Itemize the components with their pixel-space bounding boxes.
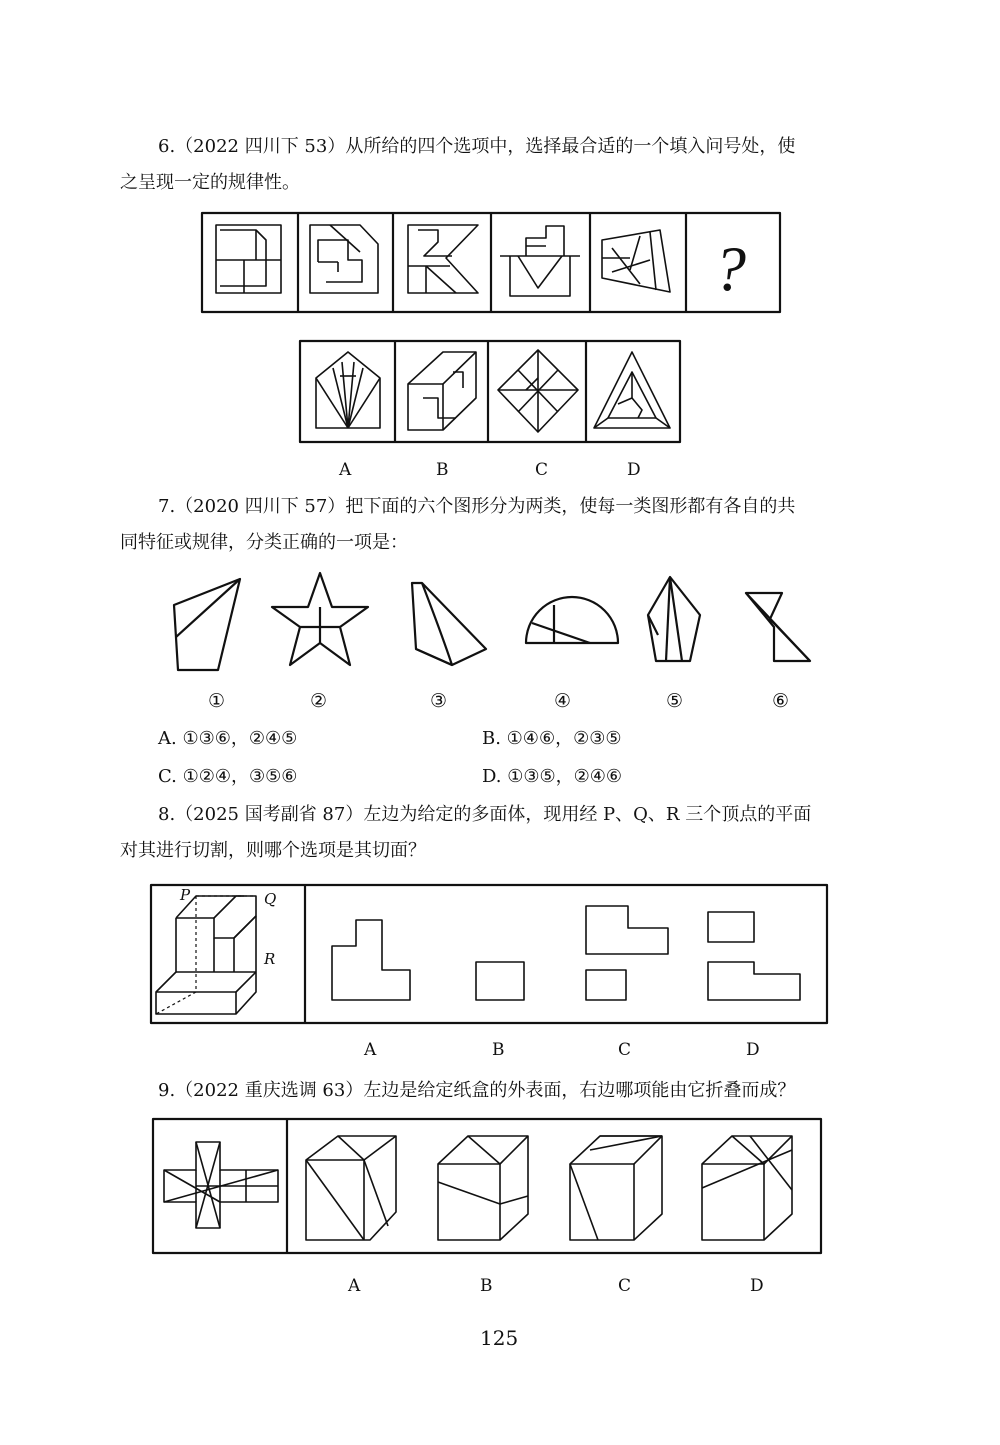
q8-option-a-label: A — [364, 1040, 377, 1060]
q8-option-b-label: B — [492, 1040, 505, 1060]
q6-line1: 6.（2022 四川下 53）从所给的四个选项中，选择最合适的一个填入问号处，使 — [158, 136, 796, 157]
shape-6 — [746, 593, 810, 661]
shape-5 — [648, 577, 700, 661]
q6-sequence-figure — [200, 210, 784, 316]
q9-option-a-label: A — [348, 1276, 361, 1296]
q7-figure-label-6: ⑥ — [772, 690, 790, 712]
q8-line2: 对其进行切割，则哪个选项是其切面？ — [120, 840, 426, 861]
q7-figure-label-1: ① — [208, 690, 226, 712]
vertex-r-label: R — [264, 950, 276, 968]
shape-3 — [412, 583, 486, 665]
q9-option-b-label: B — [480, 1276, 493, 1296]
q8-line1: 8.（2025 国考副省 87）左边为给定的多面体，现用经 P、Q、R 三个顶点的平面 — [158, 804, 812, 825]
q7-line1: 7.（2020 四川下 57）把下面的六个图形分为两类，使每一类图形都有各自的共 — [158, 496, 796, 517]
question-mark: ? — [714, 233, 746, 304]
q8-option-c-label: C — [618, 1040, 632, 1060]
q7-choice-a: A. ①③⑥，②④⑤ — [158, 728, 298, 749]
q7-choice-d: D. ①③⑤，②④⑥ — [482, 766, 623, 787]
q9-box-figure — [150, 1116, 824, 1258]
q6-options-figure — [298, 338, 684, 446]
q7-figure-label-3: ③ — [430, 690, 448, 712]
q9-option-d-label: D — [750, 1276, 764, 1296]
q7-figure-label-5: ⑤ — [666, 690, 684, 712]
q6-option-b-label: B — [436, 460, 449, 480]
q7-figure-label-4: ④ — [554, 690, 572, 712]
q8-polyhedron-figure — [148, 882, 830, 1027]
q7-line2: 同特征或规律，分类正确的一项是： — [120, 532, 408, 553]
q6-option-d-label: D — [627, 460, 641, 480]
q6-option-c-label: C — [535, 460, 549, 480]
page-number: 125 — [480, 1326, 519, 1350]
q8-option-d-label: D — [746, 1040, 760, 1060]
q9-line1: 9.（2022 重庆选调 63）左边是给定纸盒的外表面，右边哪项能由它折叠而成？ — [158, 1080, 796, 1101]
vertex-q-label: Q — [264, 890, 277, 908]
shape-4 — [526, 597, 618, 643]
q6-line2: 之呈现一定的规律性。 — [120, 172, 300, 193]
q7-choice-b: B. ①④⑥，②③⑤ — [482, 728, 622, 749]
q6-option-a-label: A — [339, 460, 352, 480]
vertex-p-label: P — [180, 886, 191, 904]
q7-figure-label-2: ② — [310, 690, 328, 712]
q7-choice-c: C. ①②④，③⑤⑥ — [158, 766, 298, 787]
shape-2 — [272, 573, 368, 665]
q7-shapes-figure — [160, 565, 830, 675]
q9-option-c-label: C — [618, 1276, 632, 1296]
shape-1 — [174, 579, 240, 670]
